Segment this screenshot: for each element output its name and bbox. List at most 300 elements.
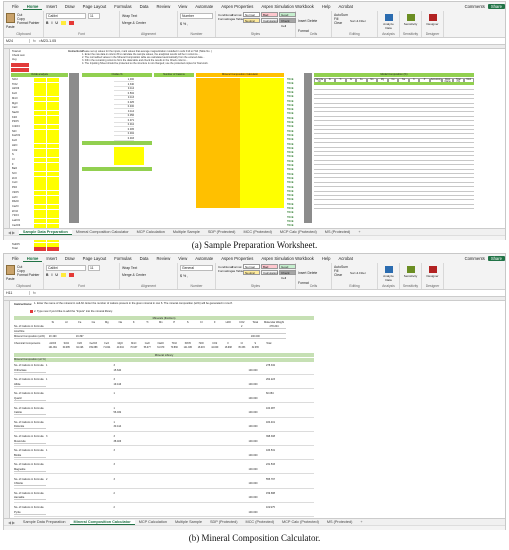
ribbon-tab[interactable]: Aspen Properties [221,256,254,261]
italic-button[interactable]: I [51,21,53,25]
ribbon-tab[interactable]: Review [156,4,171,9]
sort-filter-button[interactable]: Sort & Filter [350,19,366,23]
font-color-icon[interactable] [69,21,74,25]
input-cell-yellow[interactable] [47,83,59,87]
oxide-row-label: V2O5 [12,190,19,194]
mineral-value-cell[interactable]: 20.190 [46,335,60,339]
chemical-column: S [254,342,257,345]
input-cell-yellow[interactable] [47,139,59,143]
input-cell-yellow[interactable] [34,106,46,110]
font-size-select[interactable]: 11 [88,13,100,19]
input-cell-yellow[interactable] [47,144,59,148]
input-cell-yellow[interactable] [47,78,59,82]
input-cell-yellow[interactable] [34,177,46,181]
check-cell: TRUE [287,142,294,146]
library-total-cell: 100.000 [248,496,258,500]
library-a-cell[interactable]: 3 [46,435,48,438]
instructions-label: Instructions [68,50,83,53]
ribbon-group-label: Designer [425,32,440,36]
chemical-components-label: Chemical Components [14,342,41,345]
library-value-cell: 38.406 [113,439,122,443]
mineral-value-cell[interactable] [73,325,87,329]
input-cell-yellow[interactable] [34,205,46,209]
sheet-tab[interactable]: MCP Calculation [136,230,165,234]
mineral-value-cell[interactable] [46,325,60,329]
paste-label: Paste [6,277,15,281]
input-cell-yellow[interactable] [34,210,46,214]
sheet-tab[interactable]: Sample Data Preparation [19,230,72,235]
mineral-value-cell[interactable] [208,330,222,334]
mineral-value-cell[interactable] [87,335,101,339]
sheet-tab[interactable]: MCC (Protected) [245,520,275,524]
input-cell-yellow[interactable] [47,116,59,120]
mineral-value-cell[interactable] [114,325,128,329]
check-cell: TRUE [287,90,294,94]
mineral-value-cell[interactable]: 2 [235,325,249,329]
mineral-value-cell[interactable] [168,330,182,334]
sheet-tab[interactable]: MCC (Protected) [243,230,272,234]
library-row-label: No. of Cations in Formula [14,378,44,382]
ribbon-tab[interactable]: Formulas [114,4,132,9]
ribbon-tab[interactable]: Aspen Properties [221,4,254,9]
autosum-button[interactable]: AutoSum [334,13,348,17]
ribbon-tab[interactable]: View [178,256,188,261]
mineral-value-cell[interactable] [195,335,209,339]
input-cell-yellow[interactable] [47,191,59,195]
modal-column-header: Mod [464,78,475,84]
cell-style-neutral[interactable]: Neutral [243,18,260,23]
ribbon-tab[interactable]: Data [139,4,149,9]
input-cell-yellow[interactable] [34,130,46,134]
comments-button[interactable]: Comments [464,256,485,261]
chemical-column: Fe2O3 [89,342,97,345]
format-button[interactable]: Format [298,281,309,285]
input-cell-yellow[interactable] [47,219,59,223]
mineral-value-cell[interactable] [208,325,222,329]
minerals-section-header: Minerals (lbs/kton) [14,316,314,320]
sheet-tab[interactable]: Mineral Composition Calculator [75,230,129,234]
ribbon-tab[interactable]: Data [139,256,149,261]
cut-button[interactable]: Cut [17,13,23,17]
mineral-value-cell[interactable] [60,325,74,329]
input-cell-yellow[interactable] [34,200,46,204]
mineral-value-cell[interactable] [87,330,101,334]
ribbon-tab[interactable]: Formulas [114,256,132,261]
sensitivity-icon[interactable] [407,266,415,273]
ribbon-group [120,263,178,289]
input-cell-yellow[interactable] [34,219,46,223]
add-sheet-icon[interactable]: + [360,520,363,524]
share-button[interactable]: Share [488,256,505,261]
bold-button[interactable]: B [46,273,49,277]
mineral-value-cell[interactable] [141,325,155,329]
add-sheet-icon[interactable]: + [358,230,361,234]
oxide-row-label: SiO2 [12,78,18,81]
input-cell-yellow[interactable] [47,106,59,110]
paste-icon[interactable] [6,13,15,23]
input-cell-yellow[interactable] [34,149,46,153]
input-cell-yellow[interactable] [47,111,59,115]
mineral-value-cell[interactable] [154,335,168,339]
analyze-data-icon[interactable] [385,14,393,21]
input-cell-yellow[interactable] [47,210,59,214]
copy-button[interactable]: Copy [17,269,25,273]
ribbon-tab[interactable]: Aspen Simulation Workbook [261,256,314,261]
input-cell-yellow[interactable] [47,153,59,157]
input-cell-yellow[interactable] [34,139,46,143]
input-cell-yellow[interactable] [47,125,59,129]
input-cell-yellow[interactable] [34,167,46,171]
input-cell-yellow[interactable] [47,134,59,138]
input-cell-yellow[interactable] [47,149,59,153]
input-cell-yellow[interactable] [34,92,46,96]
sheet-tab[interactable]: Multiple Sample [172,230,200,234]
ribbon-tab[interactable]: Automate [195,256,214,261]
mineral-value-cell[interactable] [168,335,182,339]
input-cell-yellow[interactable] [47,181,59,185]
ribbon [4,263,505,290]
input-cell-yellow[interactable] [34,181,46,185]
mineral-value-cell[interactable]: 100.000 [249,335,263,339]
underline-button[interactable]: U [55,21,58,25]
chemical-column: Na2O [157,342,164,345]
ribbon-tab[interactable]: File [12,256,19,261]
ribbon-tab[interactable]: Home [23,256,43,262]
mineral-value-cell[interactable] [73,330,87,334]
mineral-value-cell[interactable] [262,335,286,339]
ribbon-tab[interactable]: Draw [64,4,75,9]
instruction-line: 2. The normalized values in the Mineral Composition table are calculated automatically from the entered data... [82,56,205,60]
library-b-cell[interactable]: 3 [113,435,115,438]
delete-button[interactable]: Delete [307,19,318,23]
mineral-value-cell[interactable] [100,330,114,334]
ribbon-group [4,11,44,37]
analyze-data-icon[interactable] [385,266,393,273]
fill-button[interactable]: Fill [334,17,339,21]
ribbon-tab[interactable]: Review [156,256,171,261]
input-cell-yellow[interactable] [47,200,59,204]
row-header[interactable] [4,49,10,228]
fill-color-icon[interactable] [61,273,66,277]
input-cell-yellow[interactable] [34,120,46,124]
input-cell-yellow[interactable] [47,214,59,218]
library-row-label: No. of Cations in Formula [14,506,44,509]
worksheet-grid[interactable] [4,297,505,518]
mineral-value-cell[interactable] [222,325,236,329]
mineral-value-cell[interactable] [154,325,168,329]
mineral-value-cell[interactable] [235,335,249,339]
input-cell-yellow[interactable] [34,134,46,138]
library-row-divider [14,516,314,517]
library-total-cell: 100.000 [248,453,258,457]
ribbon-tab[interactable]: Help [321,256,331,261]
mineral-value-cell[interactable] [208,335,222,339]
mineral-value-cell[interactable] [262,330,286,334]
library-b-cell[interactable]: 3 [113,364,115,367]
ribbon-group [332,263,378,289]
sheet-nav-icon[interactable]: ◀ ▶ [8,520,15,525]
input-cell-yellow[interactable] [34,111,46,115]
cut-button[interactable]: Cut [17,265,23,269]
input-cell-yellow[interactable] [34,163,46,167]
sheet-tab[interactable]: Sample Data Preparation [22,520,66,524]
font-name-select[interactable]: Calibri [46,265,86,271]
insert-button[interactable]: Insert [298,271,307,275]
input-cell-yellow[interactable] [47,172,59,176]
mineral-value-cell[interactable] [114,330,128,334]
mineral-value-cell[interactable] [127,325,141,329]
mineral-value-cell[interactable] [249,325,263,329]
wrap-text-button[interactable]: Wrap Text [122,266,138,270]
check-cell: TRUE [287,121,294,124]
library-b-cell[interactable]: 2 [113,491,115,495]
check-cell: TRUE [287,211,294,215]
cell-style-neutral[interactable]: Neutral [243,270,260,275]
ribbon-group-label: Number [190,284,203,288]
autosum-button[interactable]: AutoSum [334,265,348,269]
input-cell-yellow[interactable] [47,87,59,91]
copy-button[interactable]: Copy [17,17,25,21]
cell-style-good[interactable]: Good [279,12,296,17]
library-mineral-name: Muscovite [14,440,46,444]
mineral-value-cell[interactable]: 19.397 [73,335,87,339]
delete-button[interactable]: Delete [307,271,318,275]
mineral-value-cell[interactable] [181,325,195,329]
library-header: Mineral Composition (wt %) [14,358,314,362]
input-cell-yellow[interactable] [47,177,59,181]
sheet-tab[interactable]: MCP Calc (Protected) [279,230,317,234]
number-format-select[interactable]: Number [180,13,213,19]
input-cell-yellow[interactable] [34,196,46,200]
input-cell-yellow[interactable] [47,163,59,167]
formula-input[interactable]: =M23-1.05 [38,39,57,43]
oxide-row-label: SrO [12,172,17,175]
library-a-cell[interactable]: 1 [46,378,48,382]
name-box[interactable]: M24 [4,39,30,43]
cell-style-bad[interactable]: Bad [261,264,278,269]
merge-center-button[interactable]: Merge & Center [122,21,146,25]
mineral-value-cell[interactable] [100,335,114,339]
format-as-table-button[interactable]: Format as Table [232,265,244,273]
library-b-cell[interactable]: 3 [113,449,115,453]
chemical-column: K2O [77,342,83,345]
check-cell: TRUE [287,219,294,223]
element-header-row [46,321,286,324]
input-cell-yellow[interactable] [47,130,59,134]
conditional-formatting-button[interactable]: Conditional Formatting [218,265,234,273]
fill-color-icon[interactable] [61,21,66,25]
sheet-tab[interactable]: MS (Protected) [324,230,351,234]
mineral-value-cell[interactable] [181,335,195,339]
designer-icon[interactable] [429,14,437,21]
input-cell-yellow[interactable] [34,153,46,157]
mineral-value-cell[interactable] [249,330,263,334]
cell-style-calculation[interactable]: Calculation [263,271,278,275]
input-cell-yellow[interactable] [47,205,59,209]
library-row-label: No. of Cations in Formula [14,435,44,438]
conditional-formatting-button[interactable]: Conditional Formatting [218,13,234,21]
column-header[interactable] [4,297,505,301]
input-cell-yellow[interactable] [34,191,46,195]
cell-style-check-cell[interactable]: Check Cell [279,18,296,23]
input-cell-yellow[interactable] [34,172,46,176]
input-cell-yellow[interactable] [34,116,46,120]
font-color-icon[interactable] [69,273,74,277]
number-format-select[interactable]: General [180,265,213,271]
wrap-text-button[interactable]: Wrap Text [122,14,138,18]
library-a-cell[interactable]: 1 [46,449,48,453]
mineral-value-cell[interactable] [141,330,155,334]
ribbon-tab[interactable]: File [12,4,19,9]
modal-column-header: Accessory [430,78,443,84]
input-cell-yellow[interactable] [34,102,46,106]
chemical-column: Total [266,342,272,345]
input-cell-yellow[interactable] [47,158,59,162]
mineral-value-cell[interactable] [60,330,74,334]
mineral-value-cell[interactable] [114,335,128,339]
underline-button[interactable]: U [55,273,58,277]
mineral-value-cell[interactable] [127,330,141,334]
input-cell-yellow[interactable] [47,196,59,200]
ribbon-tab[interactable]: Help [321,4,331,9]
input-cell-yellow[interactable] [34,214,46,218]
oxide-row-label: Cl [12,157,15,161]
designer-icon[interactable] [429,266,437,273]
insert-button[interactable]: Insert [298,19,307,23]
input-cell-yellow[interactable] [47,120,59,124]
mineral-value-cell[interactable] [87,325,101,329]
input-cell-yellow[interactable] [47,92,59,96]
library-row-divider [14,417,314,418]
input-cell-yellow[interactable] [34,83,46,87]
font-size-select[interactable]: 11 [88,265,100,271]
ribbon-tab[interactable]: Insert [46,4,57,9]
ribbon-tab[interactable]: Insert [46,256,57,261]
oxide-row-label: FeO [12,139,18,143]
input-cell-yellow[interactable] [34,78,46,82]
sheet-tab[interactable]: MCP Calc (Protected) [282,520,319,524]
format-painter-button[interactable]: Format Painter [17,273,40,277]
fill-button[interactable]: Fill [334,269,339,273]
clear-button[interactable]: Clear [334,21,343,25]
library-b-cell[interactable]: 3 [113,463,115,467]
input-cell-yellow[interactable] [47,167,59,171]
input-cell-yellow[interactable] [34,87,46,91]
library-b-cell[interactable]: 1 [113,392,115,396]
ribbon-tab[interactable]: Page Layout [82,256,107,261]
library-b-cell[interactable]: 3 [113,477,115,481]
input-cell-yellow[interactable] [47,102,59,106]
cell-style-check-cell[interactable]: Check Cell [279,270,296,275]
bold-button[interactable]: B [46,21,49,25]
cell-style-calculation[interactable]: Calculation [263,19,278,23]
mineral-value-cell[interactable] [181,330,195,334]
ribbon-tab[interactable]: Page Layout [82,4,107,9]
sheet-tab[interactable]: MCP Calculation [138,520,167,524]
mineral-value-cell[interactable] [222,330,236,334]
row-header[interactable] [4,301,10,518]
sheet-tab[interactable]: MS (Protected) [326,520,353,524]
sheet-tab[interactable]: Multiple Sample [174,520,202,524]
input-cell-yellow[interactable] [47,186,59,190]
ribbon-tab[interactable]: Draw [64,256,75,261]
mineral-value-cell[interactable] [100,325,114,329]
cell-style-good[interactable]: Good [279,264,296,269]
library-b-cell[interactable]: 1 [113,406,115,410]
name-box[interactable]: H11 [4,291,30,295]
mineral-value-cell[interactable] [168,325,182,329]
chemical-value: 32.065 [251,347,259,349]
mid-value-cell: 2,340 [114,83,134,87]
merge-center-button[interactable]: Merge & Center [122,273,146,277]
ribbon-tab[interactable]: Aspen Simulation Workbook [261,4,314,9]
mineral-value-cell[interactable] [154,330,168,334]
ribbon-group [178,11,216,37]
mineral-value-cell[interactable] [60,335,74,339]
format-button[interactable]: Format [298,29,309,33]
library-b-cell[interactable]: 3 [113,378,115,382]
italic-button[interactable]: I [51,273,53,277]
input-cell-yellow[interactable] [34,125,46,129]
input-cell-yellow[interactable] [34,158,46,162]
library-b-cell[interactable]: 2 [113,506,115,509]
sheet-tab[interactable]: Mineral Composition Calculator [70,520,135,525]
mineral-value-cell[interactable] [222,335,236,339]
library-a-cell[interactable]: 2 [46,477,48,481]
sheet-nav-icon[interactable]: ◀ ▶ [8,230,15,235]
format-painter-button[interactable]: Format Painter [17,21,40,25]
library-a-cell[interactable]: 1 [46,364,48,367]
cell-style-normal[interactable]: Normal [243,264,260,269]
sort-filter-button[interactable]: Sort & Filter [350,271,366,275]
format-as-table-button[interactable]: Format as Table [232,13,244,21]
sheet-tab[interactable]: SDP (Protected) [207,230,236,234]
mid-value-cell: 0.113 [114,96,134,100]
library-mineral-name: Magnetite [14,468,46,472]
ribbon-tab[interactable]: Automate [195,4,214,9]
ribbon-tab[interactable]: Acrobat [338,256,353,261]
sheet-tab[interactable]: SDP (Protected) [209,520,238,524]
cell-styles-gallery [243,264,296,280]
input-cell-yellow[interactable] [34,186,46,190]
column-header[interactable] [4,45,505,49]
mineral-value-cell[interactable] [195,330,209,334]
clear-button[interactable]: Clear [334,273,343,277]
comments-button[interactable]: Comments [464,4,485,9]
library-b-cell[interactable]: 1 [113,420,115,424]
mineral-value-cell[interactable] [127,335,141,339]
mineral-value-cell[interactable] [235,330,249,334]
input-cell-yellow[interactable] [34,97,46,101]
font-name-select[interactable]: Calibri [46,13,86,19]
mineral-value-cell[interactable] [46,330,60,334]
cell-style-bad[interactable]: Bad [261,12,278,17]
input-cell-yellow[interactable] [34,144,46,148]
ribbon-tab[interactable]: View [178,4,188,9]
chemical-column: FeO [104,342,110,345]
sensitivity-icon[interactable] [407,14,415,21]
ribbon-tab[interactable]: Home [23,4,43,10]
share-button[interactable]: Share [488,4,505,9]
mid-green-band [82,167,152,171]
ribbon-tab[interactable]: Acrobat [338,4,353,9]
mineral-value-cell[interactable] [141,335,155,339]
mineral-value-cell[interactable] [195,325,209,329]
input-cell-yellow[interactable] [47,97,59,101]
mineral-value-cell[interactable]: 278.204 [262,325,286,329]
cell-style-normal[interactable]: Normal [243,12,260,17]
paste-icon[interactable] [6,265,15,275]
